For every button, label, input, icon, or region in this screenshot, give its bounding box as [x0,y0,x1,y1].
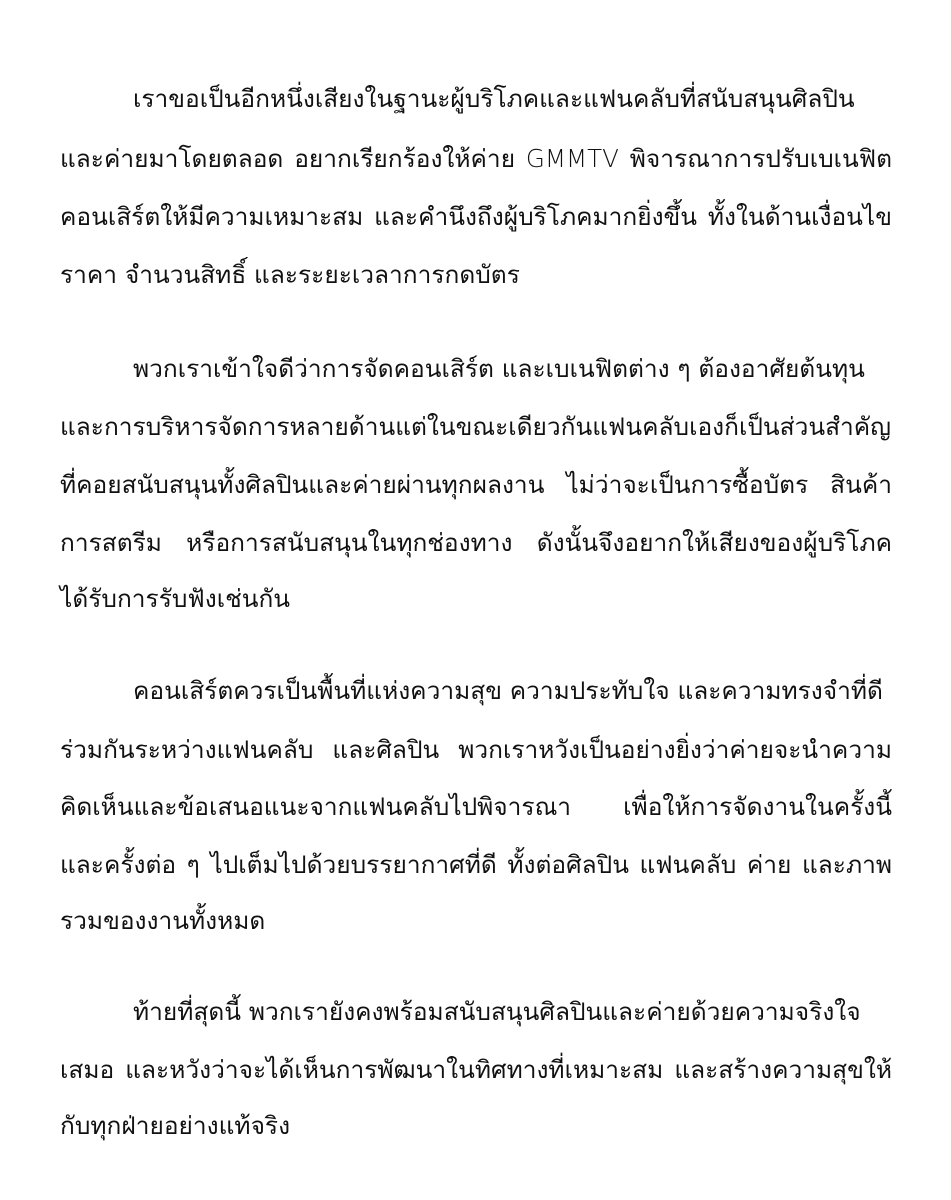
paragraph-1-line-4: ราคา จำนวนสิทธิ์ และระยะเวลาการกดบัตร [60,260,520,289]
paragraph-3-line-4: และครั้งต่อ ๆ ไปเต็มไปด้วยบรรยากาศที่ดี ทั้งต่อศิลปิน แฟนคลับ ค่าย และภาพ [60,850,892,879]
paragraph-2-line-2: และการบริหารจัดการหลายด้านแต่ในขณะเดียวกันแฟนคลับเองก็เป็นส่วนสำคัญ [60,412,892,441]
paragraph-3-line-3: คิดเห็นและข้อเสนอแนะจากแฟนคลับไปพิจารณา เพื่อให้การจัดงานในครั้งนี้ [60,792,892,821]
paragraph-1-line-2: และค่ายมาโดยตลอด อยากเรียกร้องให้ค่าย GMMTV พิจารณาการปรับเบเนฟิต [60,144,892,173]
paragraph-4-line-2: เสมอ และหวังว่าจะได้เห็นการพัฒนาในทิศทางที่เหมาะสม และสร้างความสุขให้ [60,1055,892,1084]
paragraph-2-line-5: ได้รับการรับฟังเช่นกัน [60,584,291,613]
paragraph-4-line-1: ท้ายที่สุดนี้ พวกเรายังคงพร้อมสนับสนุนศิลปินและค่ายด้วยความจริงใจ [133,997,861,1026]
paragraph-2-line-1: พวกเราเข้าใจดีว่าการจัดคอนเสิร์ต และเบเนฟิตต่าง ๆ ต้องอาศัยต้นทุน [133,354,865,383]
paragraph-1-line-1: เราขอเป็นอีกหนึ่งเสียงในฐานะผู้บริโภคและแฟนคลับที่สนับสนุนศิลปิน [133,84,855,113]
paragraph-2-line-3: ที่คอยสนับสนุนทั้งศิลปินและค่ายผ่านทุกผลงาน ไม่ว่าจะเป็นการซื้อบัตร สินค้า [60,470,892,499]
paragraph-3-line-2: ร่วมกันระหว่างแฟนคลับ และศิลปิน พวกเราหวังเป็นอย่างยิ่งว่าค่ายจะนำความ [60,735,892,764]
paragraph-4-line-3: กับทุกฝ่ายอย่างแท้จริง [60,1111,291,1140]
paragraph-2-line-4: การสตรีม หรือการสนับสนุนในทุกช่องทาง ดังนั้นจึงอยากให้เสียงของผู้บริโภค [60,528,892,557]
paragraph-3-line-1: คอนเสิร์ตควรเป็นพื้นที่แห่งความสุข ความประทับใจ และความทรงจำที่ดี [133,676,883,705]
paragraph-3-line-5: รวมของงานทั้งหมด [60,906,266,935]
paragraph-1-line-3: คอนเสิร์ตให้มีความเหมาะสม และคำนึงถึงผู้บริโภคมากยิ่งขึ้น ทั้งในด้านเงื่อนไข [60,202,892,231]
